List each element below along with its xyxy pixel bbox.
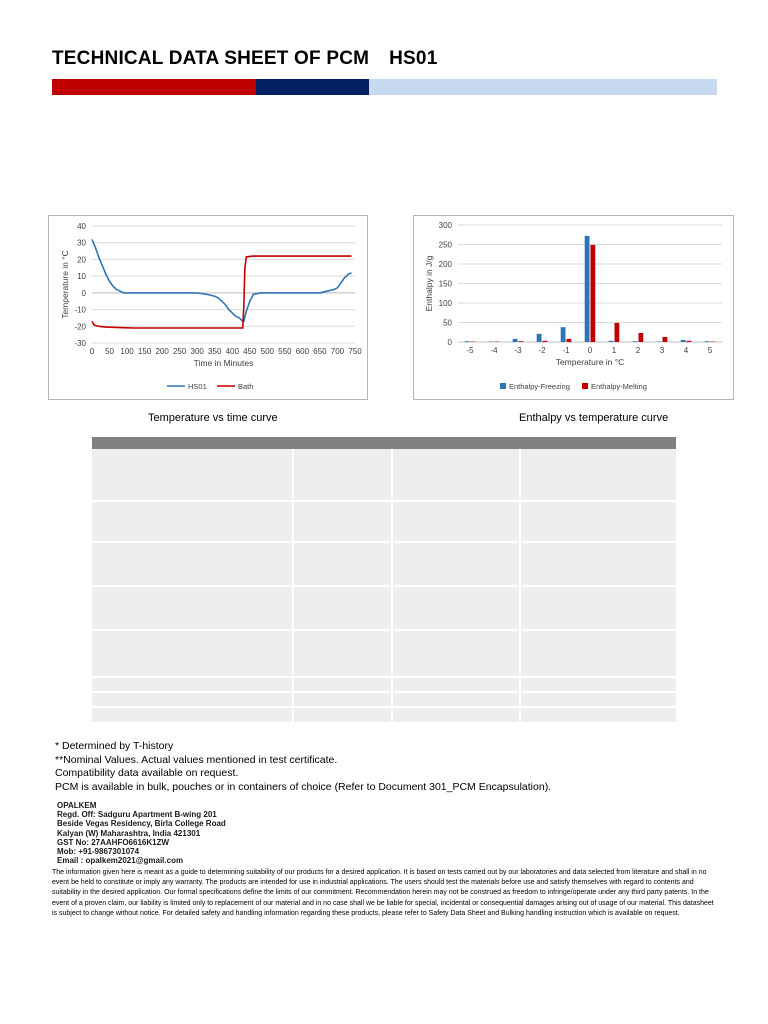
table-row-divider <box>92 691 676 693</box>
address-line-3: Kalyan (W) Maharashtra, India 421301 <box>57 828 201 838</box>
bar-freezing <box>465 341 470 342</box>
y-tick-label: 10 <box>77 272 86 282</box>
y-tick-label: 100 <box>438 299 452 308</box>
y-tick-label: -20 <box>74 322 86 332</box>
y-tick-label: 50 <box>443 318 452 328</box>
table-row-divider <box>92 706 676 708</box>
address-line-1: Regd. Off: Sadguru Apartment B-wing 201 <box>57 810 217 820</box>
bar-freezing <box>705 341 710 342</box>
x-tick-label: -3 <box>514 346 522 355</box>
bar-freezing <box>681 340 686 342</box>
x-tick-label: -1 <box>562 346 570 355</box>
title-text: TECHNICAL DATA SHEET OF PCM <box>52 48 370 69</box>
y-tick-label: 30 <box>77 238 86 248</box>
x-tick-label: 3 <box>659 346 665 355</box>
y-tick-label: -30 <box>74 339 86 348</box>
bar-freezing <box>585 236 590 342</box>
x-tick-label: 200 <box>155 347 169 356</box>
legend-label: Enthalpy-Freezing <box>509 382 570 391</box>
bar-melting <box>519 341 524 342</box>
legend-label: Enthalpy-Melting <box>591 382 647 391</box>
y-tick-label: 250 <box>438 240 452 250</box>
left-chart-caption: Temperature vs time curve <box>148 412 278 424</box>
bar-melting <box>567 339 572 342</box>
x-tick-label: 700 <box>330 347 345 356</box>
bar-freezing <box>561 327 566 342</box>
legend-swatch-melting <box>582 383 588 389</box>
series-line-hs01 <box>92 239 352 321</box>
footnote-compatibility: Compatibility data available on request. <box>55 767 239 779</box>
enthalpy-temperature-chart <box>413 215 734 400</box>
gst-number: GST No: 27AAHFO6616K1ZW <box>57 837 170 847</box>
page-title <box>52 48 437 70</box>
x-axis-title: Time in Minutes <box>193 358 254 368</box>
x-tick-label: 250 <box>172 347 187 356</box>
x-tick-label: -5 <box>466 346 474 355</box>
table-row-divider <box>92 541 676 543</box>
y-tick-label: 200 <box>438 260 452 269</box>
temperature-time-chart <box>48 215 368 400</box>
bar-melting <box>687 341 692 342</box>
bar-melting <box>591 245 596 342</box>
properties-table <box>92 437 676 722</box>
document-reference: 301_PCM Encapsulation <box>429 780 545 793</box>
table-row-divider <box>92 629 676 631</box>
y-tick-label: 40 <box>77 222 86 231</box>
availability-text: PCM is available in bulk, pouches or in containers of choice (Refer to Document <box>55 780 430 793</box>
y-axis-title: Enthalpy in J/g <box>424 255 434 312</box>
x-axis-title: Temperature in °C <box>555 357 625 367</box>
bar-freezing <box>633 341 638 342</box>
footnote-t-history: * Determined by T-history <box>55 740 174 752</box>
header-bar-navy <box>256 79 369 95</box>
legend-label: Bath <box>238 382 254 391</box>
x-tick-label: 300 <box>190 347 204 356</box>
x-tick-label: 650 <box>313 347 327 356</box>
bar-melting <box>543 341 548 342</box>
bar-melting <box>663 337 668 342</box>
table-row-divider <box>92 676 676 678</box>
x-tick-label: 5 <box>707 346 713 355</box>
availability-suffix: ). <box>544 780 552 793</box>
table-header-row <box>92 437 676 449</box>
temperature-time-chart-svg <box>49 216 367 399</box>
right-chart-caption: Enthalpy vs temperature curve <box>519 412 669 424</box>
x-tick-label: 4 <box>683 346 689 355</box>
contact-block <box>57 801 226 865</box>
bar-freezing <box>537 334 542 342</box>
x-tick-label: 450 <box>243 347 257 356</box>
y-tick-label: 0 <box>447 338 452 347</box>
footnote-availability <box>55 781 551 795</box>
product-code: HS01 <box>389 48 438 69</box>
bar-melting <box>615 323 620 342</box>
bar-freezing <box>609 341 614 342</box>
x-tick-label: 1 <box>611 346 617 355</box>
x-tick-label: 600 <box>295 347 310 356</box>
legend-label: HS01 <box>188 382 207 391</box>
x-tick-label: -4 <box>490 346 498 355</box>
disclaimer-text: The information given here is meant as a guide to determining suitability of our products for a desired application. It is based on tests carried out by our laboratories and data selected from literature and shall in no event be held to constitute or imply any warranty. The products are intended for use in industrial applications. The users should test the materials before use and satisfy themselves with regard to contents and suitability in the desired application. Our formal specifications define the limits of our commitment. Recommendation herein may not be construed as freedom to infringe/operate under any third party patents. In the event of a proven claim, our liability is limited only to replacement of our material and in no case shall we be liable for special, incidental or consequential damages arising out of usage of our material. This datasheet is subject to change without notice. For detailed safety and handling information regarding these products, please refer to Safety Data Sheet and Bulking handling instruction which is available on request. <box>52 869 714 917</box>
footnotes <box>55 740 551 794</box>
x-tick-label: 550 <box>278 347 292 356</box>
series-line-bath <box>92 256 352 328</box>
mobile-number: Mob: +91-9867301074 <box>57 847 140 857</box>
company-name: OPALKEM <box>57 801 97 810</box>
header-bar-red <box>52 79 256 95</box>
y-tick-label: -10 <box>74 305 86 315</box>
legend-swatch-freezing <box>500 383 506 389</box>
y-tick-label: 20 <box>77 255 86 265</box>
table-row-divider <box>92 500 676 502</box>
x-tick-label: 150 <box>137 347 152 356</box>
footnote-nominal-values: **Nominal Values. Actual values mentioned in test certificate. <box>55 753 338 766</box>
y-tick-label: 300 <box>438 221 452 230</box>
x-tick-label: -2 <box>538 346 546 355</box>
enthalpy-temperature-chart-svg <box>414 216 733 399</box>
x-tick-label: 2 <box>635 346 641 355</box>
x-tick-label: 500 <box>260 347 275 356</box>
bar-melting <box>639 333 644 342</box>
bar-freezing <box>513 339 518 342</box>
address-line-2: Beside Vegas Residency, Birla College Road <box>57 819 226 829</box>
x-tick-label: 100 <box>120 347 134 356</box>
table-row-divider <box>92 585 676 587</box>
y-tick-label: 150 <box>438 279 452 289</box>
header-bar-light <box>369 79 717 95</box>
x-tick-label: 750 <box>348 347 362 356</box>
x-tick-label: 0 <box>587 346 593 355</box>
x-tick-label: 0 <box>89 347 95 356</box>
x-tick-label: 400 <box>225 347 239 356</box>
y-axis-title: Temperature in °C <box>60 250 70 319</box>
x-tick-label: 350 <box>208 347 222 356</box>
y-tick-label: 0 <box>81 288 86 298</box>
email-address: Email : opalkem2021@gmail.com <box>57 856 184 866</box>
x-tick-label: 50 <box>105 347 114 356</box>
